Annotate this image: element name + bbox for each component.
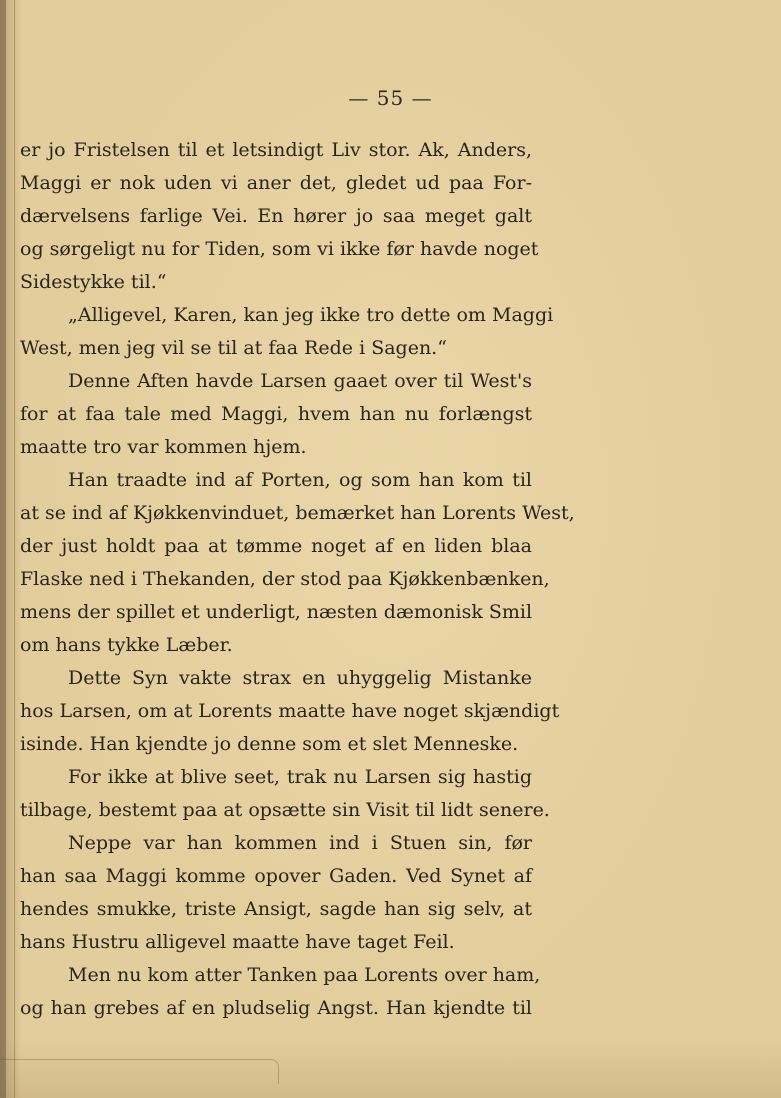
text-line: hendes smukke, triste Ansigt, sagde han sig selv, at	[20, 898, 532, 920]
page-binding-edge	[0, 0, 6, 1098]
page-fold-mark	[0, 1059, 279, 1084]
text-line: Sidestykke til.“	[20, 271, 167, 293]
text-line: isinde. Han kjendte jo denne som et slet Menneske.	[20, 733, 519, 755]
text-line: er jo Fristelsen til et letsindigt Liv stor. Ak, Anders,	[20, 139, 532, 161]
text-line: maatte tro var kommen hjem.	[20, 436, 307, 458]
text-line: for at faa tale med Maggi, hvem han nu forlængst	[20, 403, 532, 425]
text-line: West, men jeg vil se til at faa Rede i Sagen.“	[20, 337, 447, 359]
text-line: han saa Maggi komme opover Gaden. Ved Synet af	[20, 865, 532, 887]
text-line: hans Hustru alligevel maatte have taget Feil.	[20, 931, 455, 953]
text-line: Men nu kom atter Tanken paa Lorents over ham,	[68, 964, 541, 986]
text-line: Denne Aften havde Larsen gaaet over til West's	[68, 370, 532, 392]
text-line: hos Larsen, om at Lorents maatte have noget skjændigt	[20, 700, 560, 722]
text-line: Flaske ned i Thekanden, der stod paa Kjøkkenbænken,	[20, 568, 550, 590]
text-line: Neppe var han kommen ind i Stuen sin, før	[68, 832, 532, 854]
text-line: at se ind af Kjøkkenvinduet, bemærket han Lorents West,	[20, 502, 575, 524]
text-line: om hans tykke Læber.	[20, 634, 233, 656]
text-line: og han grebes af en pludselig Angst. Han kjendte til	[20, 997, 532, 1019]
text-line: dærvelsens farlige Vei. En hører jo saa meget galt	[20, 205, 532, 227]
text-line: For ikke at blive seet, trak nu Larsen sig hastig	[68, 766, 532, 788]
text-line: Maggi er nok uden vi aner det, gledet ud paa For-	[20, 172, 532, 194]
text-line: Dette Syn vakte strax en uhyggelig Mistanke	[68, 667, 532, 689]
text-line: „Alligevel, Karen, kan jeg ikke tro dette om Maggi	[68, 304, 554, 326]
text-line: mens der spillet et underligt, næsten dæmonisk Smil	[20, 601, 533, 623]
page-gutter-line	[14, 0, 15, 1098]
text-line: og sørgeligt nu for Tiden, som vi ikke før havde noget	[20, 238, 539, 260]
text-line: der just holdt paa at tømme noget af en liden blaa	[20, 535, 532, 557]
text-line: Han traadte ind af Porten, og som han kom til	[68, 469, 532, 491]
page-number: — 55 —	[348, 86, 433, 110]
text-line: tilbage, bestemt paa at opsætte sin Visit til lidt senere.	[20, 799, 550, 821]
page-body-text	[20, 134, 575, 1025]
